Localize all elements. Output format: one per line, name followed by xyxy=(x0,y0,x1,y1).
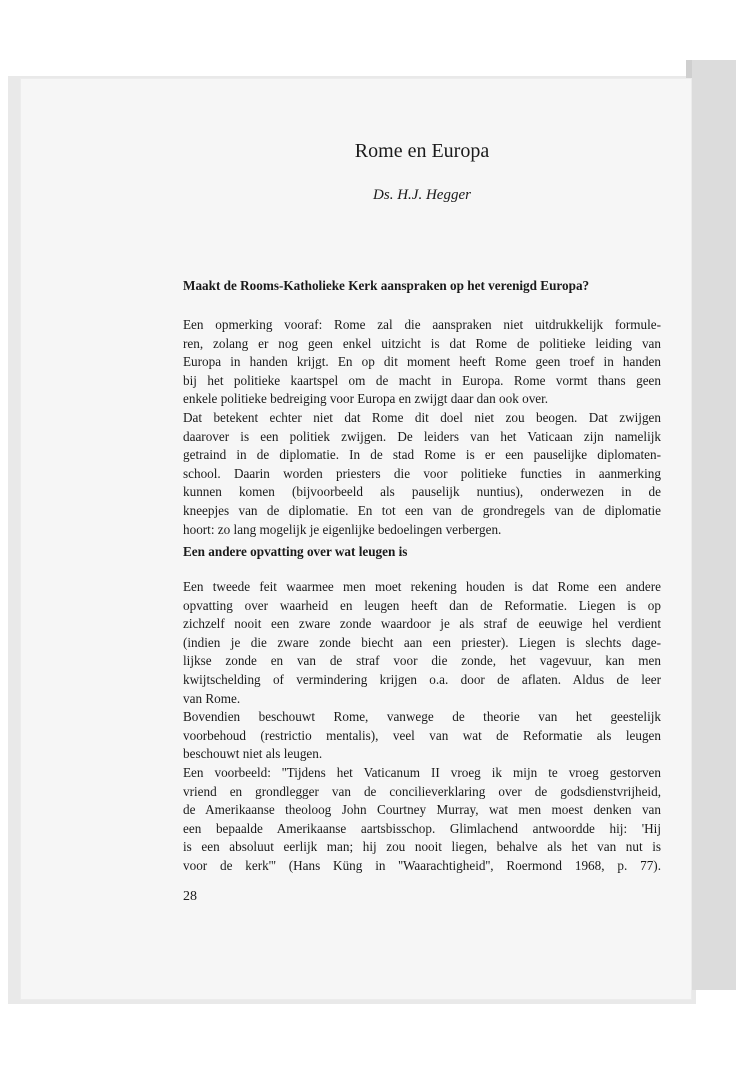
text-line: kunnen komen (bijvoorbeeld als pauselijk nuntius), onderwezen in de xyxy=(183,484,661,500)
text-line: kwijtschelding of vermindering krijgen o.a. door de aflaten. Aldus de leer xyxy=(183,671,661,687)
text-line: zichzelf nooit een zware zonde waardoor je als straf de eeuwige hel verdient xyxy=(183,616,661,632)
text-line: Een opmerking vooraf: Rome zal die aanspraken niet uitdrukkelijk formule- xyxy=(183,317,661,332)
text-line: is een absoluut eerlijk man; hij zou nooit liegen, behalve als het van nut is xyxy=(183,839,661,855)
text-line: beschouwt niet als leugen. xyxy=(183,746,323,762)
text-line: (indien je die zware zonde biecht aan een priester). Liegen is slechts dage- xyxy=(183,634,661,650)
facing-page-edge xyxy=(686,60,736,990)
text-line: Dat betekent echter niet dat Rome dit doel niet zou beogen. Dat zwijgen xyxy=(183,409,661,425)
section-body xyxy=(183,578,661,876)
text-line: Een voorbeeld: ''Tijdens het Vaticanum II vroeg ik mijn te vroeg gestorven xyxy=(183,764,661,780)
text-line: opvatting over waarheid en leugen heeft dan de Reformatie. Liegen is op xyxy=(183,597,661,613)
text-line: voor de kerk''' (Hans Küng in ''Waarachtigheid'', Roermond 1968, p. 77). xyxy=(183,857,661,873)
article-title: Rome en Europa xyxy=(354,140,490,162)
text-line: hoort: zo lang mogelijk je eigenlijke bedoelingen verbergen. xyxy=(183,521,502,537)
page-number: 28 xyxy=(183,889,197,904)
text-line: daarover is een politiek zwijgen. De leiders van het Vaticaan zijn namelijk xyxy=(183,428,661,444)
text-line: getraind in de diplomatie. In de stad Rome is er een pauselijke diplomaten- xyxy=(183,447,661,463)
text-line: Bovendien beschouwt Rome, vanwege de theorie van het geestelijk xyxy=(183,709,661,725)
text-line: ren, zolang er nog geen enkel uitzicht is dat Rome de politieke leiding van xyxy=(183,335,661,351)
text-line: van Rome. xyxy=(183,690,241,706)
article-author: Ds. H.J. Hegger xyxy=(373,187,471,203)
text-line: lijkse zonde en van de straf voor die zonde, het vagevuur, kan men xyxy=(183,653,661,669)
text-line: Europa in handen krijgt. En op dit moment heeft Rome geen troef in handen xyxy=(183,354,661,370)
text-line: de Amerikaanse theoloog John Courtney Murray, wat men moest denken van xyxy=(183,802,661,818)
text-line: een bepaalde Amerikaanse aartsbisschop. Glimlachend antwoordde hij: 'Hij xyxy=(183,820,661,836)
document-page xyxy=(20,78,692,1000)
section-body xyxy=(183,316,661,539)
text-line: voorbehoud (restrictio mentalis), veel van wat de Reformatie als leugen xyxy=(183,727,661,743)
text-line: school. Daarin worden priesters die voor politieke functies in aanmerking xyxy=(183,465,661,481)
text-line: enkele politieke bedreiging voor Europa en zwijgt daar dan ook over. xyxy=(183,391,549,407)
section-heading: Een andere opvatting over wat leugen is xyxy=(183,544,408,559)
text-line: kneepjes van de diplomatie. En tot een van de grondregels van de diplomatie xyxy=(183,502,661,518)
text-line: Een tweede feit waarmee men moet rekening houden is dat Rome een andere xyxy=(183,579,661,594)
text-line: bij het politieke kaartspel om de macht in Europa. Rome vormt thans geen xyxy=(183,372,661,388)
text-line: vriend en grondlegger van de concilieverklaring over de godsdienstvrijheid, xyxy=(183,783,661,799)
section-heading: Maakt de Rooms-Katholieke Kerk aanspraken op het verenigd Europa? xyxy=(183,278,590,293)
